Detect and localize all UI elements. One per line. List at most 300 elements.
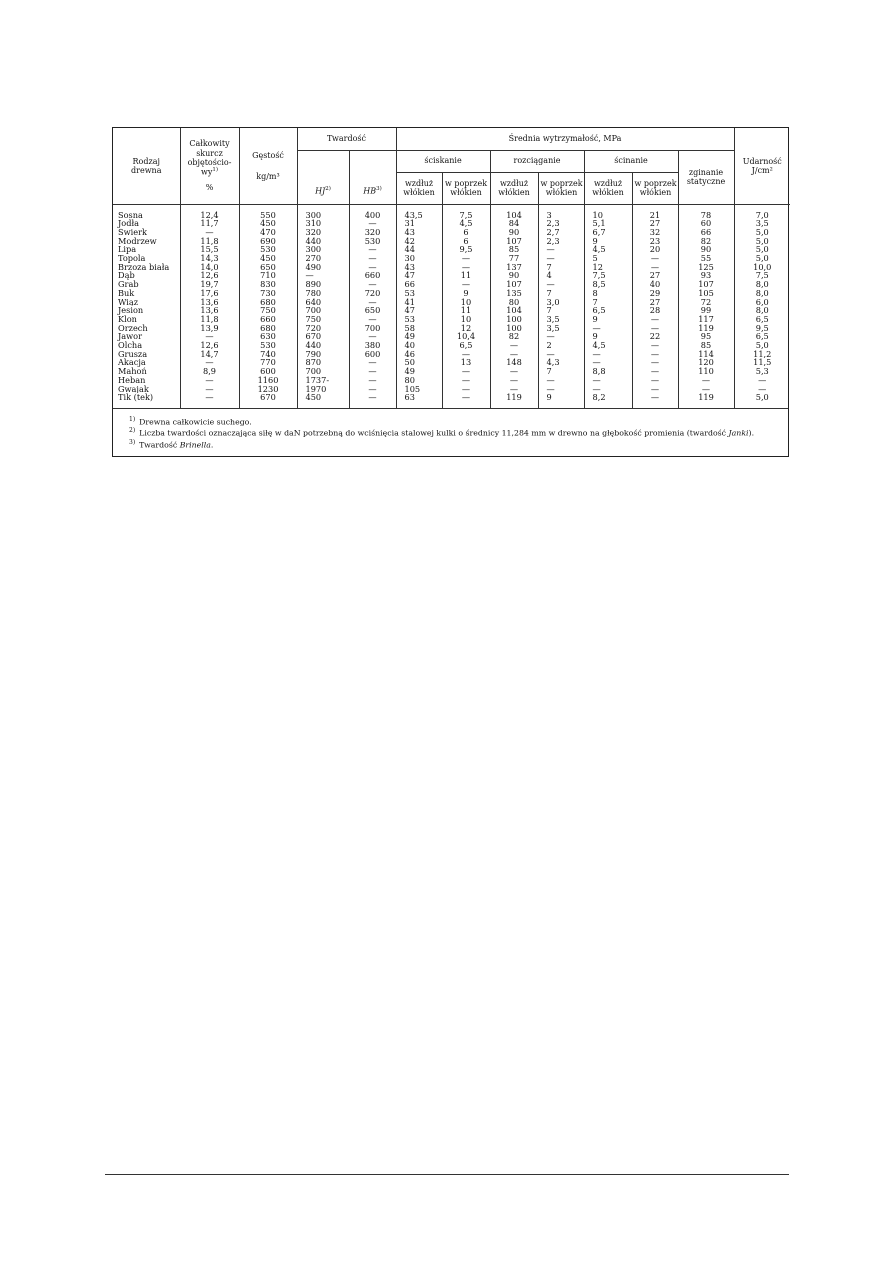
cell-wood-name: Tik (tek) xyxy=(113,393,180,408)
scinanie-wpoprzek-header: w poprzek włókien xyxy=(632,172,678,204)
cell-rozciaganie-wzdluz: 104 xyxy=(490,306,538,315)
cell-skurcz: 13,6 xyxy=(180,298,239,307)
cell-hj: 450 xyxy=(297,393,349,408)
cell-scinanie-wpoprzek: 21 xyxy=(632,204,678,219)
cell-rozciaganie-wzdluz: — xyxy=(490,367,538,376)
cell-zginanie: 66 xyxy=(678,228,734,237)
cell-rozciaganie-wpoprzek: 7 xyxy=(538,306,584,315)
sciskanie-wzdluz-header: wzdłuż włókien xyxy=(396,172,442,204)
cell-scinanie-wzdluz: 9 xyxy=(584,332,632,341)
cell-skurcz: 11,7 xyxy=(180,219,239,228)
cell-udarnosc: 5,0 xyxy=(734,245,790,254)
cell-hb: 380 xyxy=(349,341,396,350)
cell-sciskanie-wpoprzek: 11 xyxy=(442,271,490,280)
cell-hj: 1970 xyxy=(297,385,349,394)
cell-scinanie-wpoprzek: — xyxy=(632,254,678,263)
cell-sciskanie-wpoprzek: 10 xyxy=(442,315,490,324)
col-udarnosc-header: Udarność J/cm² xyxy=(734,128,790,204)
cell-scinanie-wzdluz: 8 xyxy=(584,289,632,298)
cell-skurcz: 8,9 xyxy=(180,367,239,376)
cell-hj: 300 xyxy=(297,204,349,219)
cell-rozciaganie-wzdluz: 135 xyxy=(490,289,538,298)
cell-scinanie-wpoprzek: — xyxy=(632,376,678,385)
cell-sciskanie-wzdluz: 47 xyxy=(396,271,442,280)
cell-zginanie: 105 xyxy=(678,289,734,298)
cell-hb: — xyxy=(349,385,396,394)
cell-scinanie-wzdluz: 12 xyxy=(584,263,632,272)
cell-skurcz: 14,7 xyxy=(180,350,239,359)
cell-sciskanie-wpoprzek: — xyxy=(442,376,490,385)
cell-sciskanie-wzdluz: 53 xyxy=(396,289,442,298)
cell-sciskanie-wzdluz: 44 xyxy=(396,245,442,254)
cell-hb: — xyxy=(349,367,396,376)
cell-zginanie: 107 xyxy=(678,280,734,289)
cell-hb: — xyxy=(349,280,396,289)
cell-scinanie-wpoprzek: — xyxy=(632,358,678,367)
cell-udarnosc: — xyxy=(734,385,790,394)
cell-skurcz: 14,0 xyxy=(180,263,239,272)
table-row xyxy=(113,367,790,376)
cell-skurcz: 11,8 xyxy=(180,237,239,246)
cell-sciskanie-wpoprzek: — xyxy=(442,393,490,408)
cell-udarnosc: 8,0 xyxy=(734,289,790,298)
cell-udarnosc: 6,0 xyxy=(734,298,790,307)
cell-rozciaganie-wzdluz: 85 xyxy=(490,245,538,254)
cell-skurcz: 13,6 xyxy=(180,306,239,315)
cell-rozciaganie-wpoprzek: 2,3 xyxy=(538,219,584,228)
cell-zginanie: — xyxy=(678,376,734,385)
cell-wood-name: Lipa xyxy=(113,245,180,254)
cell-hb: 650 xyxy=(349,306,396,315)
cell-zginanie: 110 xyxy=(678,367,734,376)
cell-scinanie-wzdluz: — xyxy=(584,376,632,385)
cell-scinanie-wzdluz: 8,8 xyxy=(584,367,632,376)
table-row xyxy=(113,341,790,350)
cell-scinanie-wzdluz: 10 xyxy=(584,204,632,219)
cell-rozciaganie-wzdluz: — xyxy=(490,341,538,350)
cell-hb: — xyxy=(349,219,396,228)
cell-hb: — xyxy=(349,332,396,341)
cell-scinanie-wzdluz: 5 xyxy=(584,254,632,263)
cell-hj: 310 xyxy=(297,219,349,228)
cell-rozciaganie-wpoprzek: 3 xyxy=(538,204,584,219)
cell-wood-name: Klon xyxy=(113,315,180,324)
cell-rozciaganie-wpoprzek: 3,0 xyxy=(538,298,584,307)
cell-sciskanie-wzdluz: 46 xyxy=(396,350,442,359)
cell-scinanie-wpoprzek: 29 xyxy=(632,289,678,298)
cell-skurcz: 17,6 xyxy=(180,289,239,298)
cell-rozciaganie-wzdluz: 107 xyxy=(490,237,538,246)
cell-hj: 720 xyxy=(297,324,349,333)
cell-gestosc: 530 xyxy=(239,341,297,350)
cell-wood-name: Jesion xyxy=(113,306,180,315)
cell-wood-name: Grusza xyxy=(113,350,180,359)
wood-properties-table xyxy=(113,128,790,408)
cell-udarnosc: 9,5 xyxy=(734,324,790,333)
cell-gestosc: 680 xyxy=(239,298,297,307)
cell-skurcz: 12,6 xyxy=(180,271,239,280)
cell-scinanie-wpoprzek: — xyxy=(632,315,678,324)
cell-rozciaganie-wpoprzek: 2 xyxy=(538,341,584,350)
cell-gestosc: 730 xyxy=(239,289,297,298)
table-row xyxy=(113,237,790,246)
cell-zginanie: 125 xyxy=(678,263,734,272)
cell-zginanie: 99 xyxy=(678,306,734,315)
cell-udarnosc: 5,0 xyxy=(734,237,790,246)
cell-sciskanie-wpoprzek: 11 xyxy=(442,306,490,315)
cell-hb: — xyxy=(349,376,396,385)
table-row xyxy=(113,376,790,385)
cell-hj: 790 xyxy=(297,350,349,359)
table-row xyxy=(113,332,790,341)
cell-hb: — xyxy=(349,254,396,263)
cell-hb: — xyxy=(349,358,396,367)
cell-gestosc: 630 xyxy=(239,332,297,341)
footnote-2: $^{2)}$ Liczba twardości oznaczająca siłę w daN potrzebną do wciśnięcia stalowej kulki o średnicy 11,284 mm w drewno na głębokość promienia (twardość Janki). xyxy=(129,427,755,438)
cell-wood-name: Heban xyxy=(113,376,180,385)
cell-rozciaganie-wpoprzek: 4,3 xyxy=(538,358,584,367)
cell-scinanie-wpoprzek: 23 xyxy=(632,237,678,246)
cell-zginanie: 93 xyxy=(678,271,734,280)
cell-scinanie-wzdluz: 5,1 xyxy=(584,219,632,228)
footnote-1: $^{1)}$ Drewna całkowicie suchego. xyxy=(129,415,252,427)
cell-scinanie-wzdluz: — xyxy=(584,385,632,394)
cell-sciskanie-wzdluz: 80 xyxy=(396,376,442,385)
cell-hj: 700 xyxy=(297,306,349,315)
cell-udarnosc: 3,5 xyxy=(734,219,790,228)
cell-gestosc: 660 xyxy=(239,315,297,324)
cell-skurcz: 12,6 xyxy=(180,341,239,350)
cell-hb: 400 xyxy=(349,204,396,219)
cell-rozciaganie-wpoprzek: 7 xyxy=(538,289,584,298)
cell-scinanie-wzdluz: — xyxy=(584,350,632,359)
cell-udarnosc: 5,0 xyxy=(734,254,790,263)
cell-hb: 700 xyxy=(349,324,396,333)
cell-scinanie-wzdluz: — xyxy=(584,358,632,367)
cell-sciskanie-wpoprzek: — xyxy=(442,263,490,272)
table-header xyxy=(113,128,790,204)
cell-udarnosc: 7,5 xyxy=(734,271,790,280)
cell-scinanie-wpoprzek: — xyxy=(632,393,678,408)
table-row xyxy=(113,204,790,219)
cell-rozciaganie-wzdluz: — xyxy=(490,350,538,359)
cell-sciskanie-wzdluz: 49 xyxy=(396,332,442,341)
cell-rozciaganie-wzdluz: 77 xyxy=(490,254,538,263)
cell-hj: 490 xyxy=(297,263,349,272)
cell-scinanie-wpoprzek: — xyxy=(632,367,678,376)
cell-wood-name: Topola xyxy=(113,254,180,263)
cell-zginanie: 117 xyxy=(678,315,734,324)
cell-rozciaganie-wzdluz: 90 xyxy=(490,228,538,237)
cell-hj: 320 xyxy=(297,228,349,237)
cell-wood-name: Buk xyxy=(113,289,180,298)
cell-udarnosc: 10,0 xyxy=(734,263,790,272)
cell-sciskanie-wzdluz: 49 xyxy=(396,367,442,376)
cell-sciskanie-wpoprzek: 9,5 xyxy=(442,245,490,254)
cell-zginanie: 119 xyxy=(678,324,734,333)
table-row xyxy=(113,219,790,228)
cell-sciskanie-wpoprzek: — xyxy=(442,280,490,289)
cell-scinanie-wzdluz: 4,5 xyxy=(584,341,632,350)
footnotes xyxy=(113,408,788,456)
cell-udarnosc: 8,0 xyxy=(734,306,790,315)
cell-udarnosc: 5,0 xyxy=(734,341,790,350)
cell-wood-name: Gwajak xyxy=(113,385,180,394)
cell-scinanie-wpoprzek: — xyxy=(632,341,678,350)
col-zginanie-header: zginanie statyczne xyxy=(678,150,734,204)
cell-zginanie: 95 xyxy=(678,332,734,341)
cell-skurcz: — xyxy=(180,358,239,367)
cell-sciskanie-wzdluz: 43 xyxy=(396,263,442,272)
cell-sciskanie-wpoprzek: 9 xyxy=(442,289,490,298)
cell-udarnosc: 11,5 xyxy=(734,358,790,367)
cell-zginanie: 120 xyxy=(678,358,734,367)
cell-hb: — xyxy=(349,298,396,307)
cell-sciskanie-wpoprzek: 7,5 xyxy=(442,204,490,219)
cell-hj: 750 xyxy=(297,315,349,324)
cell-sciskanie-wzdluz: 50 xyxy=(396,358,442,367)
cell-wood-name: Dąb xyxy=(113,271,180,280)
cell-hb: 530 xyxy=(349,237,396,246)
cell-udarnosc: 6,5 xyxy=(734,315,790,324)
rozciaganie-header: rozciąganie xyxy=(490,150,584,172)
cell-hj: 270 xyxy=(297,254,349,263)
cell-zginanie: 55 xyxy=(678,254,734,263)
cell-zginanie: 90 xyxy=(678,245,734,254)
cell-wood-name: Olcha xyxy=(113,341,180,350)
cell-rozciaganie-wzdluz: — xyxy=(490,385,538,394)
cell-sciskanie-wzdluz: 47 xyxy=(396,306,442,315)
cell-skurcz: — xyxy=(180,376,239,385)
cell-wood-name: Jawor xyxy=(113,332,180,341)
cell-gestosc: 600 xyxy=(239,367,297,376)
table-row xyxy=(113,393,790,408)
sciskanie-wpoprzek-header: w poprzek włókien xyxy=(442,172,490,204)
cell-gestosc: 470 xyxy=(239,228,297,237)
cell-sciskanie-wzdluz: 43,5 xyxy=(396,204,442,219)
cell-sciskanie-wpoprzek: 4,5 xyxy=(442,219,490,228)
cell-scinanie-wpoprzek: 27 xyxy=(632,271,678,280)
cell-rozciaganie-wzdluz: 82 xyxy=(490,332,538,341)
cell-sciskanie-wzdluz: 58 xyxy=(396,324,442,333)
col-hj-header: HJ$^{2)}$ xyxy=(297,150,349,204)
cell-rozciaganie-wzdluz: 119 xyxy=(490,393,538,408)
cell-scinanie-wpoprzek: 27 xyxy=(632,219,678,228)
cell-hj: 890 xyxy=(297,280,349,289)
cell-skurcz: 11,8 xyxy=(180,315,239,324)
cell-rozciaganie-wzdluz: 100 xyxy=(490,324,538,333)
cell-sciskanie-wzdluz: 105 xyxy=(396,385,442,394)
cell-hb: — xyxy=(349,315,396,324)
cell-scinanie-wzdluz: 6,7 xyxy=(584,228,632,237)
cell-scinanie-wpoprzek: — xyxy=(632,385,678,394)
rozciaganie-wpoprzek-header: w poprzek włókien xyxy=(538,172,584,204)
cell-gestosc: 770 xyxy=(239,358,297,367)
cell-scinanie-wzdluz: 9 xyxy=(584,237,632,246)
cell-scinanie-wpoprzek: 28 xyxy=(632,306,678,315)
table-row xyxy=(113,289,790,298)
col-hb-header: HB$^{3)}$ xyxy=(349,150,396,204)
cell-zginanie: 72 xyxy=(678,298,734,307)
cell-sciskanie-wpoprzek: — xyxy=(442,254,490,263)
cell-sciskanie-wpoprzek: 6 xyxy=(442,228,490,237)
cell-rozciaganie-wzdluz: 148 xyxy=(490,358,538,367)
col-gestosc-header: Gęstość kg/m³ xyxy=(239,128,297,204)
cell-udarnosc: 5,0 xyxy=(734,228,790,237)
cell-rozciaganie-wpoprzek: 3,5 xyxy=(538,315,584,324)
cell-sciskanie-wzdluz: 42 xyxy=(396,237,442,246)
table-row xyxy=(113,324,790,333)
cell-gestosc: 740 xyxy=(239,350,297,359)
cell-udarnosc: — xyxy=(734,376,790,385)
cell-rozciaganie-wpoprzek: 4 xyxy=(538,271,584,280)
cell-zginanie: — xyxy=(678,385,734,394)
cell-wood-name: Świerk xyxy=(113,228,180,237)
cell-zginanie: 78 xyxy=(678,204,734,219)
cell-gestosc: 530 xyxy=(239,245,297,254)
cell-udarnosc: 8,0 xyxy=(734,280,790,289)
cell-rozciaganie-wpoprzek: — xyxy=(538,254,584,263)
cell-skurcz: 13,9 xyxy=(180,324,239,333)
cell-scinanie-wpoprzek: — xyxy=(632,350,678,359)
cell-sciskanie-wzdluz: 43 xyxy=(396,228,442,237)
table-row xyxy=(113,358,790,367)
cell-skurcz: — xyxy=(180,393,239,408)
cell-udarnosc: 7,0 xyxy=(734,204,790,219)
cell-wood-name: Grab xyxy=(113,280,180,289)
cell-wood-name: Orzech xyxy=(113,324,180,333)
cell-rozciaganie-wzdluz: 90 xyxy=(490,271,538,280)
cell-gestosc: 710 xyxy=(239,271,297,280)
cell-wood-name: Wiąz xyxy=(113,298,180,307)
cell-scinanie-wzdluz: 9 xyxy=(584,315,632,324)
cell-hb: — xyxy=(349,245,396,254)
cell-zginanie: 114 xyxy=(678,350,734,359)
table-row xyxy=(113,228,790,237)
cell-scinanie-wpoprzek: 20 xyxy=(632,245,678,254)
twardosc-group-header: Twardość xyxy=(297,128,396,150)
cell-skurcz: — xyxy=(180,228,239,237)
cell-gestosc: 450 xyxy=(239,219,297,228)
scinanie-wzdluz-header: wzdłuż włókien xyxy=(584,172,632,204)
cell-rozciaganie-wzdluz: 100 xyxy=(490,315,538,324)
cell-rozciaganie-wpoprzek: 9 xyxy=(538,393,584,408)
table-row xyxy=(113,315,790,324)
cell-udarnosc: 5,3 xyxy=(734,367,790,376)
col-skurcz-header: Całkowity skurcz objętościo-$wy^{1)}$ % xyxy=(180,128,239,204)
cell-skurcz: 14,3 xyxy=(180,254,239,263)
cell-sciskanie-wzdluz: 31 xyxy=(396,219,442,228)
sciskanie-header: ściskanie xyxy=(396,150,490,172)
cell-sciskanie-wpoprzek: 10,4 xyxy=(442,332,490,341)
cell-gestosc: 680 xyxy=(239,324,297,333)
cell-zginanie: 85 xyxy=(678,341,734,350)
page-bottom-rule xyxy=(105,1174,789,1175)
cell-udarnosc: 6,5 xyxy=(734,332,790,341)
cell-hj: 1737- xyxy=(297,376,349,385)
cell-sciskanie-wpoprzek: 13 xyxy=(442,358,490,367)
cell-sciskanie-wzdluz: 66 xyxy=(396,280,442,289)
wood-properties-table-frame xyxy=(112,127,789,457)
table-row xyxy=(113,254,790,263)
cell-sciskanie-wzdluz: 53 xyxy=(396,315,442,324)
cell-gestosc: 550 xyxy=(239,204,297,219)
cell-rozciaganie-wzdluz: 137 xyxy=(490,263,538,272)
cell-hj: 780 xyxy=(297,289,349,298)
cell-sciskanie-wpoprzek: — xyxy=(442,350,490,359)
cell-rozciaganie-wpoprzek: — xyxy=(538,245,584,254)
cell-hb: 660 xyxy=(349,271,396,280)
cell-scinanie-wpoprzek: 40 xyxy=(632,280,678,289)
cell-hj: 870 xyxy=(297,358,349,367)
table-row xyxy=(113,350,790,359)
cell-rozciaganie-wpoprzek: — xyxy=(538,350,584,359)
table-row xyxy=(113,298,790,307)
cell-gestosc: 670 xyxy=(239,393,297,408)
cell-scinanie-wzdluz: 8,5 xyxy=(584,280,632,289)
cell-wood-name: Mahoń xyxy=(113,367,180,376)
cell-hj: 670 xyxy=(297,332,349,341)
table-row xyxy=(113,263,790,272)
cell-zginanie: 60 xyxy=(678,219,734,228)
cell-rozciaganie-wzdluz: 107 xyxy=(490,280,538,289)
cell-rozciaganie-wpoprzek: 7 xyxy=(538,263,584,272)
cell-rozciaganie-wpoprzek: 2,3 xyxy=(538,237,584,246)
cell-hb: — xyxy=(349,393,396,408)
cell-udarnosc: 11,2 xyxy=(734,350,790,359)
cell-rozciaganie-wpoprzek: — xyxy=(538,332,584,341)
cell-skurcz: 19,7 xyxy=(180,280,239,289)
cell-scinanie-wzdluz: 7 xyxy=(584,298,632,307)
cell-hb: 600 xyxy=(349,350,396,359)
cell-sciskanie-wpoprzek: 10 xyxy=(442,298,490,307)
cell-wood-name: Sosna xyxy=(113,204,180,219)
table-row xyxy=(113,385,790,394)
cell-wood-name: Jodła xyxy=(113,219,180,228)
cell-udarnosc: 5,0 xyxy=(734,393,790,408)
srednia-group-header: Średnia wytrzymałość, MPa xyxy=(396,128,734,150)
cell-hj: — xyxy=(297,271,349,280)
cell-rozciaganie-wpoprzek: 3,5 xyxy=(538,324,584,333)
cell-gestosc: 690 xyxy=(239,237,297,246)
cell-hb: 720 xyxy=(349,289,396,298)
cell-skurcz: — xyxy=(180,385,239,394)
cell-rozciaganie-wpoprzek: 2,7 xyxy=(538,228,584,237)
cell-hj: 440 xyxy=(297,237,349,246)
cell-hj: 300 xyxy=(297,245,349,254)
cell-scinanie-wpoprzek: 32 xyxy=(632,228,678,237)
cell-sciskanie-wpoprzek: — xyxy=(442,385,490,394)
cell-rozciaganie-wpoprzek: 7 xyxy=(538,367,584,376)
cell-gestosc: 650 xyxy=(239,263,297,272)
cell-rozciaganie-wpoprzek: — xyxy=(538,376,584,385)
cell-gestosc: 1160 xyxy=(239,376,297,385)
cell-scinanie-wpoprzek: — xyxy=(632,263,678,272)
cell-rozciaganie-wzdluz: 104 xyxy=(490,204,538,219)
table-row xyxy=(113,245,790,254)
cell-sciskanie-wzdluz: 63 xyxy=(396,393,442,408)
table-row xyxy=(113,271,790,280)
cell-scinanie-wpoprzek: 27 xyxy=(632,298,678,307)
cell-gestosc: 450 xyxy=(239,254,297,263)
cell-sciskanie-wzdluz: 30 xyxy=(396,254,442,263)
cell-zginanie: 119 xyxy=(678,393,734,408)
cell-scinanie-wzdluz: — xyxy=(584,324,632,333)
cell-scinanie-wzdluz: 6,5 xyxy=(584,306,632,315)
cell-sciskanie-wpoprzek: 6,5 xyxy=(442,341,490,350)
cell-sciskanie-wpoprzek: 12 xyxy=(442,324,490,333)
cell-scinanie-wzdluz: 4,5 xyxy=(584,245,632,254)
